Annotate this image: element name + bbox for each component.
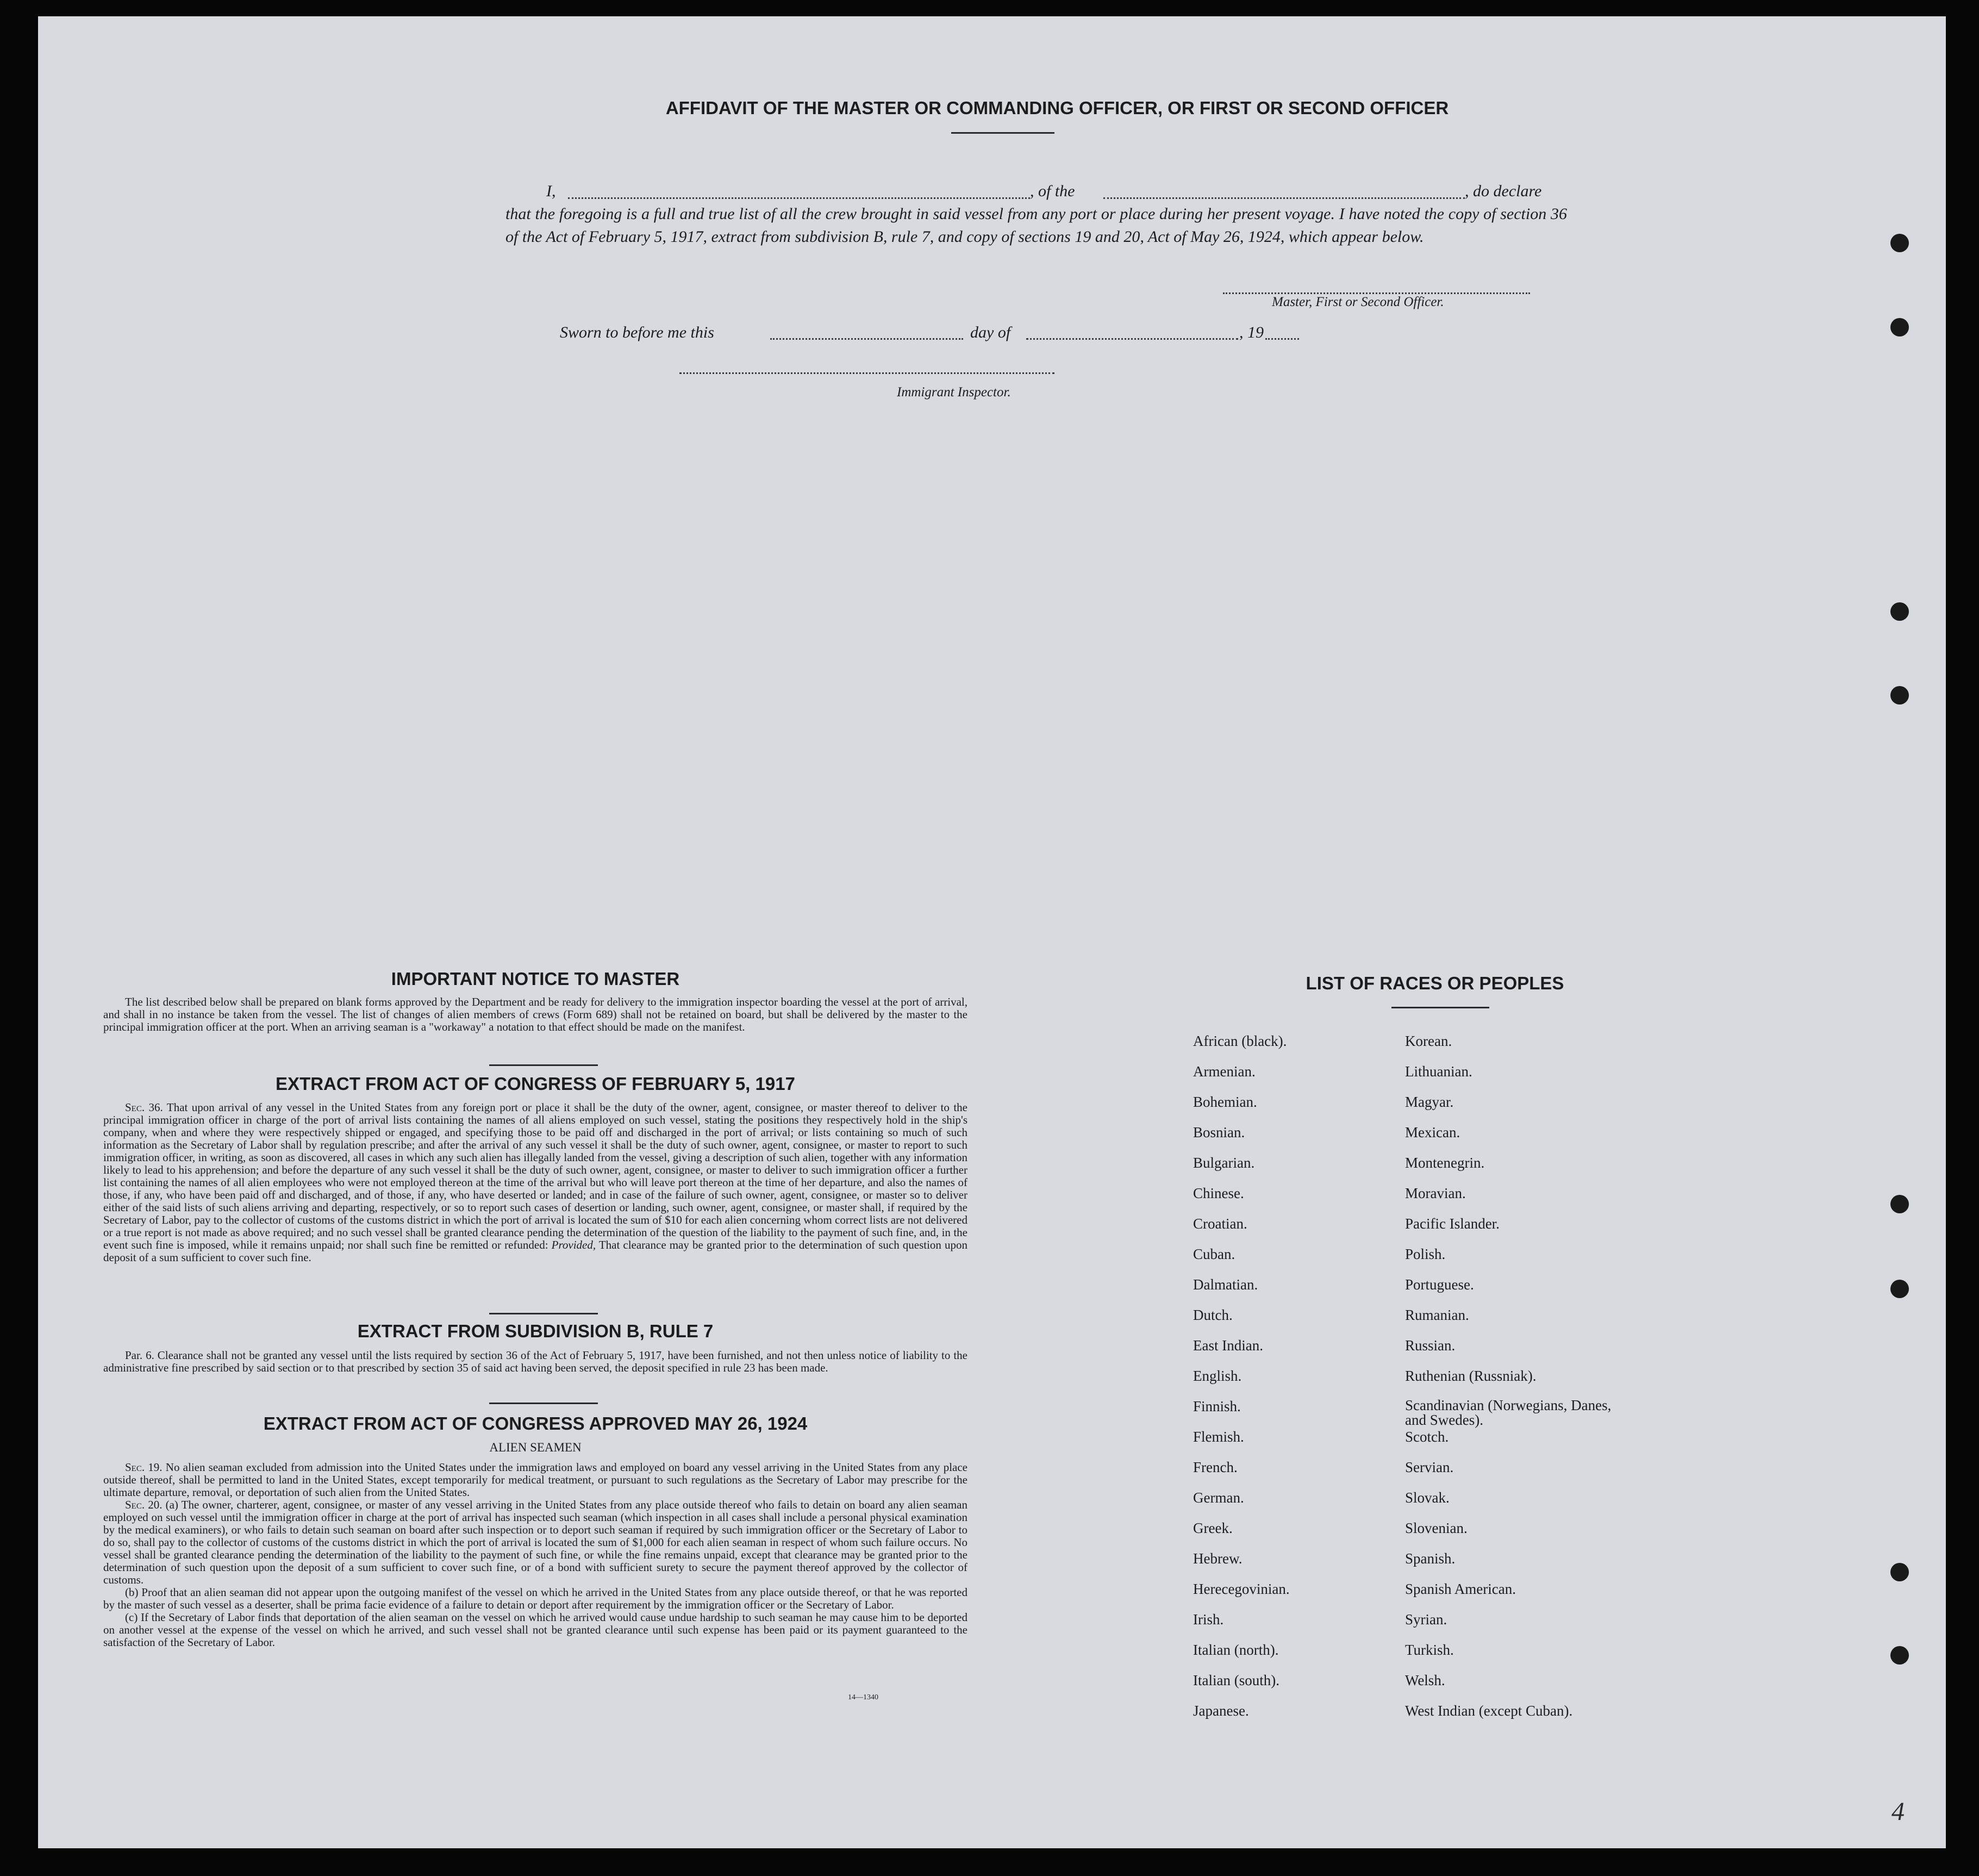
- sworn-prefix: Sworn to before me this: [560, 323, 714, 341]
- race-right-item: Polish.: [1405, 1246, 1446, 1262]
- master-signature-field[interactable]: [1223, 292, 1530, 294]
- declarant-prefix: I,: [546, 182, 556, 200]
- declare-text: , do declare: [1465, 182, 1542, 200]
- race-left-item: African (black).: [1193, 1033, 1287, 1049]
- section-divider: [489, 1313, 598, 1314]
- binder-hole: [1890, 602, 1909, 621]
- race-left-item: Chinese.: [1193, 1185, 1244, 1201]
- binder-hole: [1890, 1195, 1909, 1213]
- sec-36-label: Sec. 36.: [125, 1101, 163, 1114]
- race-left-item: Herecegovinian.: [1193, 1581, 1290, 1597]
- race-right-item: Pacific Islander.: [1405, 1216, 1500, 1232]
- page-number-mark: 4: [1891, 1797, 1905, 1826]
- race-right-item: Scotch.: [1405, 1429, 1449, 1445]
- sec-20-label: Sec. 20.: [125, 1498, 163, 1511]
- race-left-item: Italian (south).: [1193, 1672, 1279, 1688]
- race-left-item: French.: [1193, 1459, 1238, 1475]
- race-left-item: Bosnian.: [1193, 1124, 1245, 1140]
- race-left-item: Hebrew.: [1193, 1550, 1243, 1567]
- race-right-item: Portuguese.: [1405, 1276, 1474, 1293]
- binder-hole: [1890, 1280, 1909, 1298]
- race-right-item: Turkish.: [1405, 1642, 1454, 1658]
- race-right-item: Magyar.: [1405, 1094, 1454, 1110]
- rule7-text: Par. 6. Clearance shall not be granted any vessel until the lists required by section 36 of the Act of February 5, 1917, have been furnished, and not then unless notice of liability to the administrative fine prescribed by said section or to that prescribed by section 35 of said act having been served, the deposit specified in rule 23 has been made.: [103, 1349, 967, 1374]
- declarant-name-field[interactable]: [568, 197, 1030, 199]
- race-right-item: Rumanian.: [1405, 1307, 1469, 1323]
- vessel-name-field[interactable]: [1103, 197, 1465, 199]
- sec-19-label: Sec. 19.: [125, 1461, 163, 1474]
- affidavit-title: AFFIDAVIT OF THE MASTER OR COMMANDING OFFICER, OR FIRST OR SECOND OFFICER: [665, 98, 1449, 118]
- extract-1924-text: [103, 1461, 967, 1649]
- binder-hole: [1890, 234, 1909, 252]
- race-right-item: Korean.: [1405, 1033, 1452, 1049]
- race-left-item: Greek.: [1193, 1520, 1233, 1536]
- section-divider: [489, 1403, 598, 1404]
- binder-hole: [1890, 318, 1909, 336]
- race-right-item: Syrian.: [1405, 1611, 1447, 1628]
- declarant-of-the: , of the: [1030, 182, 1075, 200]
- race-right-item: Spanish American.: [1405, 1581, 1516, 1597]
- race-right-item: Mexican.: [1405, 1124, 1460, 1140]
- extract-1917-text: [103, 1101, 967, 1264]
- master-signature-label: Master, First or Second Officer.: [1272, 295, 1444, 309]
- inspector-label: Immigrant Inspector.: [897, 385, 1011, 400]
- sworn-day-field[interactable]: [770, 338, 963, 340]
- sec-20b-text: (b) Proof that an alien seaman did not appear upon the outgoing manifest of the vessel on which he arrived in the United States from any place outside thereof, or that he was reported by the master of such vessel as a deserter, shall be prima facie evidence of a failure to detain or deport after requirement by the immigration officer or the Secretary of Labor.: [103, 1586, 967, 1611]
- sworn-month-field[interactable]: [1026, 338, 1238, 340]
- race-left-item: Flemish.: [1193, 1429, 1244, 1445]
- race-right-item: Ruthenian (Russniak).: [1405, 1368, 1537, 1384]
- notice-title: IMPORTANT NOTICE TO MASTER: [391, 969, 680, 989]
- race-right-item: Spanish.: [1405, 1550, 1456, 1567]
- sworn-day-label: day of: [970, 323, 1011, 341]
- race-right-item: Servian.: [1405, 1459, 1454, 1475]
- race-left-item: Japanese.: [1193, 1703, 1249, 1719]
- binder-hole: [1890, 1646, 1909, 1665]
- proviso-label: Provided,: [551, 1238, 596, 1251]
- race-left-item: Dutch.: [1193, 1307, 1233, 1323]
- race-left-item: Irish.: [1193, 1611, 1224, 1628]
- race-left-item: English.: [1193, 1368, 1242, 1384]
- race-left-item: East Indian.: [1193, 1337, 1263, 1354]
- extract-1924-title: EXTRACT FROM ACT OF CONGRESS APPROVED MAY 26, 1924: [263, 1413, 808, 1434]
- races-title: LIST OF RACES OR PEOPLES: [1306, 973, 1564, 993]
- race-left-item: Bulgarian.: [1193, 1155, 1255, 1171]
- sec-20a-text: (a) The owner, charterer, agent, consignee, or master of any vessel arriving in the United States from any place outside thereof who fails to detain on board any alien seaman employed on such vessel until the immigration officer in charge at the port of arrival has inspected such seaman (which inspection in all cases shall include a personal physical examination by the medical examiners), or who fails to detain such seaman on board after such inspection or to deport such seaman if required by such immigration officer or the Secretary of Labor to do so, shall pay to the collector of customs of the customs district in which the port of arrival is located the sum of $1,000 for each alien seaman in respect of whom such failure occurs. No vessel shall be granted clearance pending the determination of the liability to the payment of such fine, or while the fine remains unpaid, except that clearance may be granted prior to the determination of such question upon the deposit of a sum sufficient to cover such fine, or of a bond with sufficient surety to secure the payment thereof approved by the collector of customs.: [103, 1498, 967, 1586]
- extract-1917-title: EXTRACT FROM ACT OF CONGRESS OF FEBRUARY 5, 1917: [276, 1074, 795, 1094]
- race-left-item: Bohemian.: [1193, 1094, 1257, 1110]
- race-left-item: Cuban.: [1193, 1246, 1235, 1262]
- alien-seamen-subtitle: ALIEN SEAMEN: [489, 1441, 582, 1454]
- notice-text: The list described below shall be prepared on blank forms approved by the Department and be ready for delivery to the immigration inspector boarding the vessel at the port of arrival, and shall in no instance be taken from the vessel. The list of changes of alien members of crews (Form 689) shall not be retained on board, but shall be delivered by the master to the principal immigration officer at the port. When an arriving seaman is a "workaway" a notation to that effect should be made on the manifest.: [103, 995, 967, 1033]
- race-left-item: German.: [1193, 1489, 1244, 1506]
- sec-19-text: No alien seaman excluded from admission into the United States under the immigration laws and employed on board any vessel arriving in the United States from any place outside thereof, shall be permitted to land in the United States, except temporarily for medical treatment, or pursuant to such regulations as the Secretary of Labor may prescribe for the ultimate departure, removal, or deportation of such alien from the United States.: [103, 1461, 967, 1499]
- race-right-item: West Indian (except Cuban).: [1405, 1703, 1573, 1719]
- race-right-item: Welsh.: [1405, 1672, 1445, 1688]
- race-right-item: Russian.: [1405, 1337, 1456, 1354]
- sworn-year-label: , 19: [1239, 323, 1264, 341]
- race-left-item: Armenian.: [1193, 1063, 1256, 1080]
- race-right-item: Scandinavian (Norwegians, Danes, and Swedes).: [1405, 1397, 1612, 1428]
- binder-hole: [1890, 1563, 1909, 1581]
- race-right-item: Slovak.: [1405, 1489, 1450, 1506]
- inspector-signature-field[interactable]: [679, 372, 1054, 374]
- race-left-item: Italian (north).: [1193, 1642, 1279, 1658]
- affidavit-body: that the foregoing is a full and true list of all the crew brought in said vessel from any port or place during her present voyage. I have noted the copy of section 36 of the Act of February 5, 1917, extract from subdivision B, rule 7, and copy of sections 19 and 20, Act of May 26, 1924, which appear below.: [505, 205, 1567, 246]
- title-divider: [951, 132, 1054, 134]
- race-right-item: Moravian.: [1405, 1185, 1466, 1201]
- sec-20c-text: (c) If the Secretary of Labor finds that deportation of the alien seaman on the vessel on which he arrived would cause undue hardship to such seaman he may cause him to be deported on another vessel at the expense of the vessel on which he arrived, and such vessel shall not be granted clearance until such expense has been paid or its payment guaranteed to the satisfaction of the Secretary of Labor.: [103, 1611, 967, 1649]
- race-left-item: Croatian.: [1193, 1216, 1247, 1232]
- binder-hole: [1890, 686, 1909, 705]
- document-sheet: [38, 16, 1946, 1848]
- race-right-item: Montenegrin.: [1405, 1155, 1485, 1171]
- race-left-item: Dalmatian.: [1193, 1276, 1258, 1293]
- race-left-item: Finnish.: [1193, 1398, 1241, 1414]
- sworn-year-field[interactable]: [1265, 338, 1299, 340]
- sec-36-text: That upon arrival of any vessel in the United States from any foreign port or place it shall be the duty of the owner, agent, consignee, or master thereof to deliver to the principal immigration officer in charge of the port of arrival lists containing the names of all aliens employed on such vessel, stating the positions they respectively hold in the ship's company, when and where they were respectively shipped or engaged, and specifying those to be paid off and discharged in the port of arrival; or lists containing so much of such information as the Secretary of Labor shall by regulation prescribe; and after the arrival of any such vessel it shall be the duty of such owner, agent, consignee, or master to report to such immigration officer, in writing, as soon as discovered, all cases in which any such alien has illegally landed from the vessel, giving a description of such alien, together with any information likely to lead to his apprehension; and before the departure of any such vessel it shall be the duty of such owner, agent, consignee, or master to deliver to such immigration officer a further list containing the names of all alien employees who were not employed thereon at the time of the arrival but who will leave port thereon at the time of her departure, and also the names of those, if any, who have been paid off and discharged, and of those, if any, who have deserted or landed; and in case of the failure of such owner, agent, consignee, or master so to deliver either of the said lists of such aliens arriving and departing, respectively, or so to report such cases of desertion or landing, such owner, agent, consignee, or master shall, if required by the Secretary of Labor, pay to the collector of customs of the customs district in which the port of arrival is located the sum of $10 for each alien concerning whom correct lists are not delivered or a true report is not made as above required; and no such vessel shall be granted clearance pending the determination of the question of the liability to the payment of such fine, and, in the event such fine is imposed, while it remains unpaid; nor shall such fine be remitted or refunded:: [103, 1101, 967, 1251]
- form-number: 14—1340: [848, 1693, 878, 1702]
- races-divider: [1391, 1007, 1489, 1008]
- race-right-item: Lithuanian.: [1405, 1063, 1472, 1080]
- rule7-title: EXTRACT FROM SUBDIVISION B, RULE 7: [357, 1321, 714, 1341]
- section-divider: [489, 1064, 598, 1066]
- race-right-item: Slovenian.: [1405, 1520, 1468, 1536]
- proviso-text: That clearance may be granted prior to the determination of such question upon deposit of a sum sufficient to cover such fine.: [103, 1238, 968, 1264]
